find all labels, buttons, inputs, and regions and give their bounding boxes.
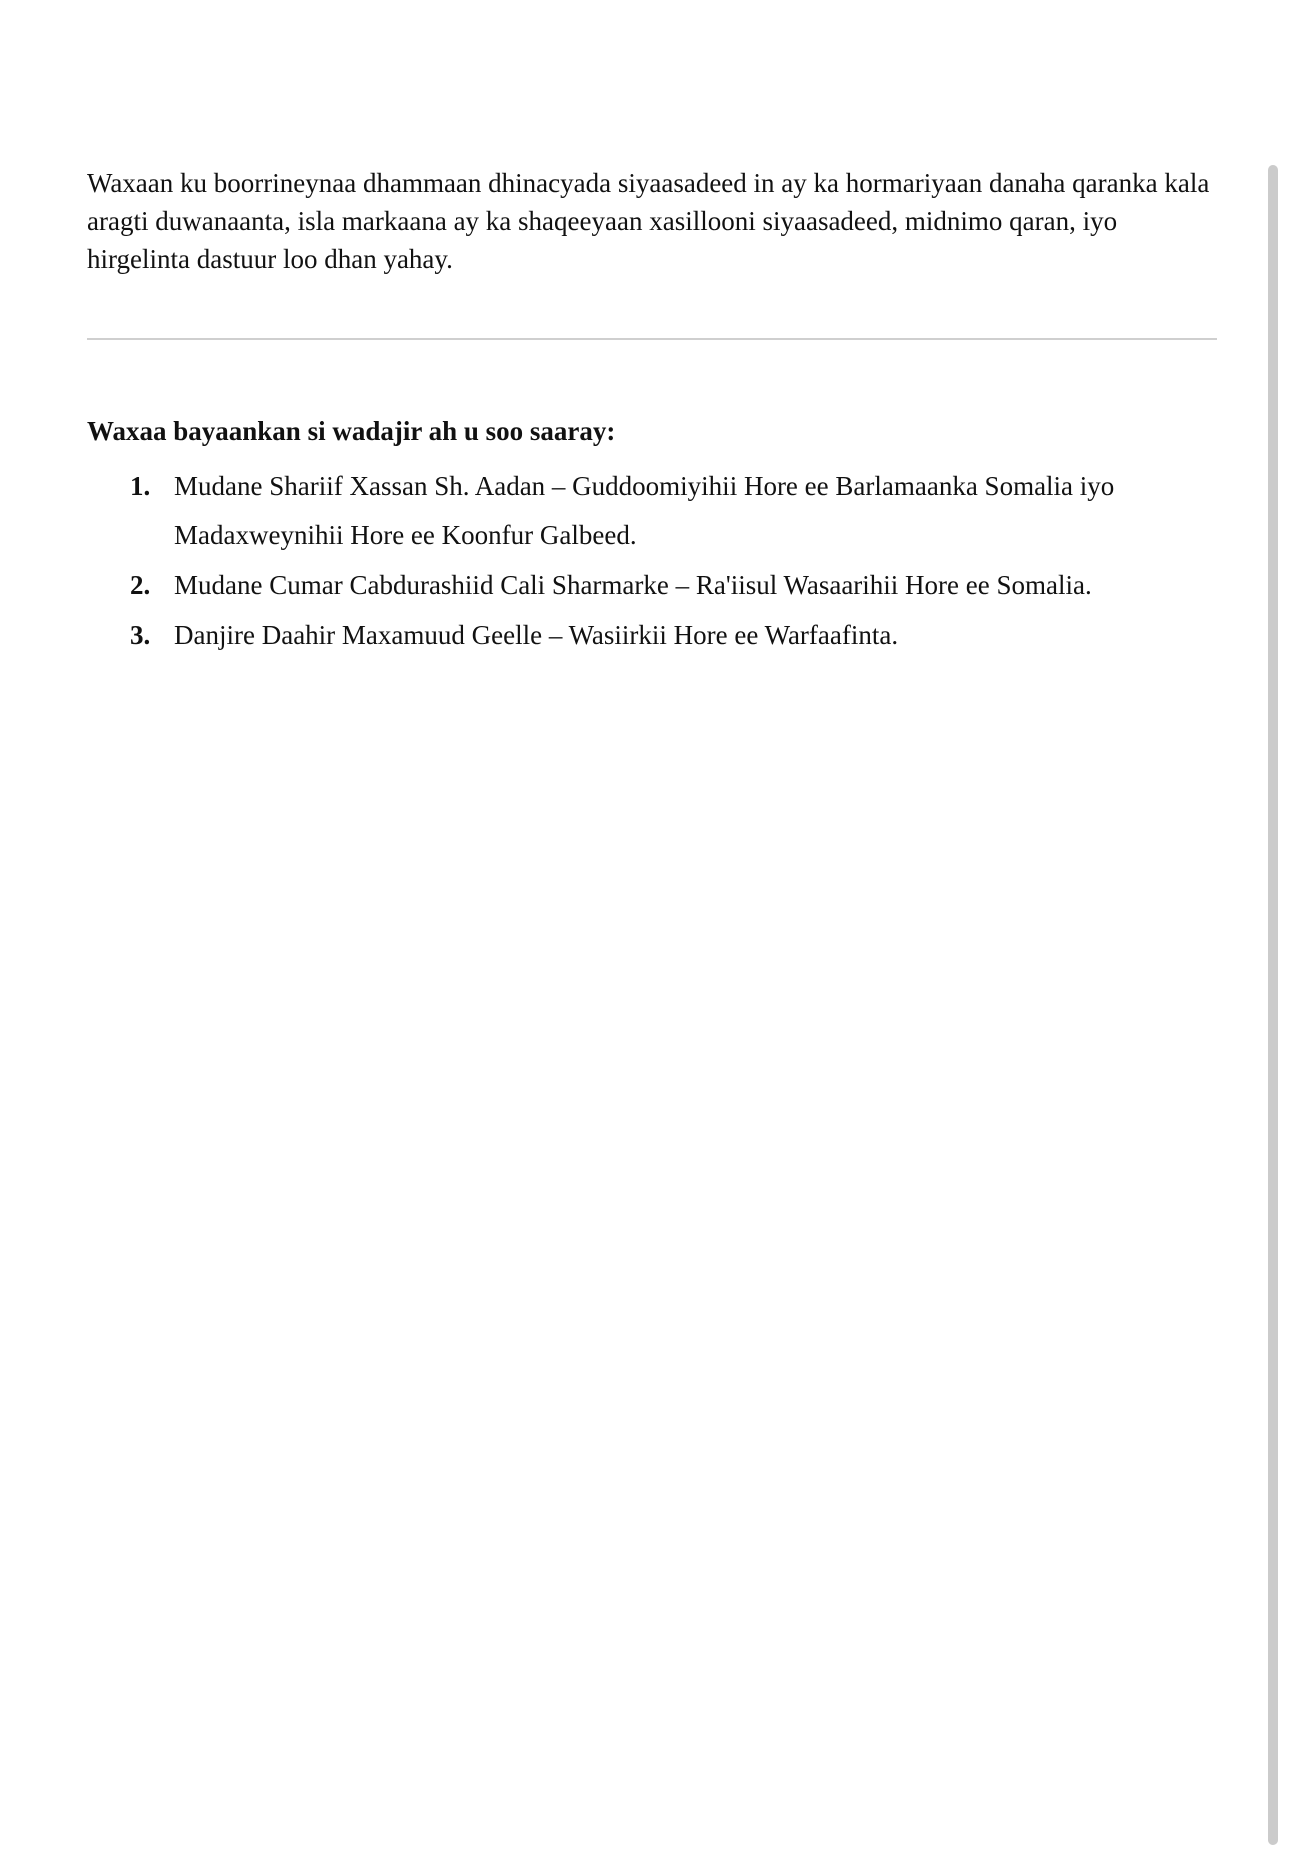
list-item-number: 1. (130, 471, 151, 501)
list-item-number: 2. (130, 570, 151, 600)
signers-heading: Waxaa bayaankan si wadajir ah u soo saaray: (87, 416, 616, 446)
document-content (87, 164, 1217, 661)
list-item-text: Mudane Shariif Xassan Sh. Aadan – Guddoomiyihii Hore ee Barlamaanka Somalia iyo Madaxweynihii Hore ee Koonfur Galbeed. (174, 471, 1115, 550)
vertical-scrollbar[interactable] (1268, 165, 1278, 1845)
list-item-number: 3. (130, 620, 151, 650)
list-item (87, 611, 1217, 660)
list-item-text: Mudane Cumar Cabdurashiid Cali Sharmarke – Ra'iisul Wasaarihii Hore ee Somalia. (174, 570, 1092, 600)
list-item-text: Danjire Daahir Maxamuud Geelle – Wasiirkii Hore ee Warfaafinta. (174, 620, 899, 650)
section-divider (87, 338, 1217, 340)
list-item (87, 462, 1217, 560)
intro-paragraph: Waxaan ku boorrineynaa dhammaan dhinacyada siyaasadeed in ay ka hormariyaan danaha qaranka kala aragti duwanaanta, isla markaana ay ka shaqeeyaan xasillooni siyaasadeed, midnimo qaran, iyo hirgelinta dastuur loo dhan yahay. (87, 168, 1210, 274)
signers-list (87, 462, 1217, 660)
scrollbar-thumb[interactable] (1268, 165, 1278, 1845)
list-item (87, 561, 1217, 610)
